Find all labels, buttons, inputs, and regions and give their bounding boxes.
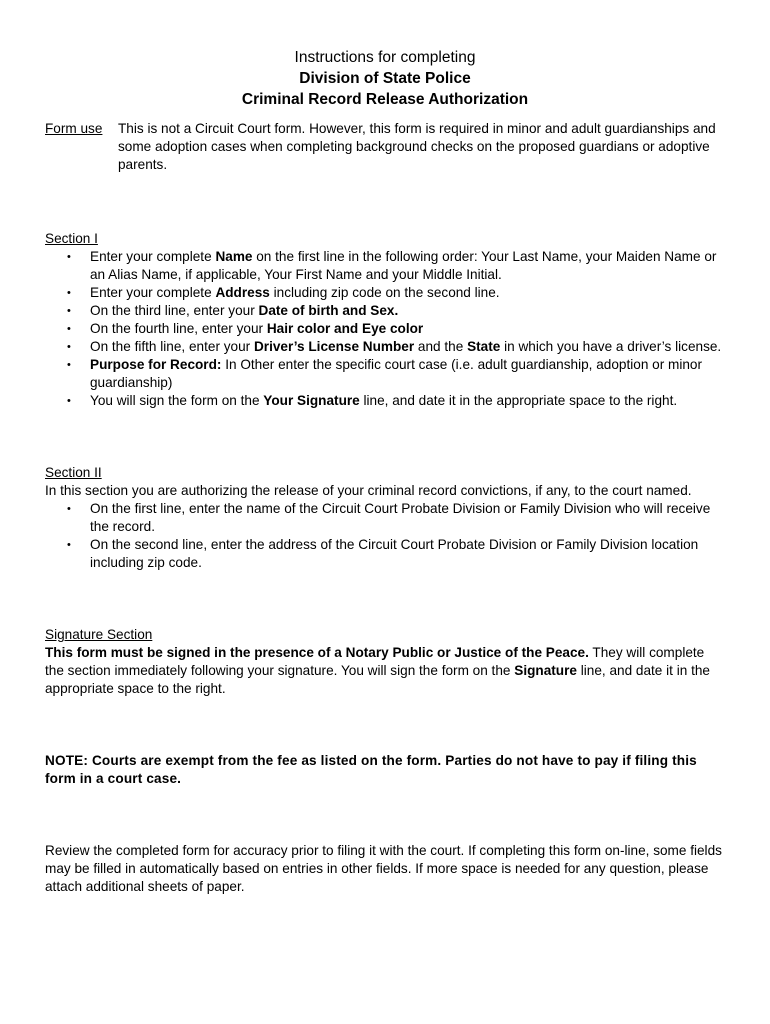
signature-text: This form must be signed in the presence of a Notary Public or Justice of the Peace. They will complete the section immediately following your signature. You will sign the form on the Signature line, and date it in the appropriate space to the right.: [45, 645, 710, 696]
form-use-label: Form use: [45, 121, 103, 136]
form-use-text: This is not a Circuit Court form. However, this form is required in minor and adult guardianships and some adoption cases when completing background checks on the proposed guardians or adoptive parents.: [118, 121, 716, 172]
list-item: • You will sign the form on the Your Signature line, and date it in the appropriate space to the right.: [90, 392, 725, 410]
list-item: • On the second line, enter the address of the Circuit Court Probate Division or Family Division location including zip code.: [90, 536, 725, 572]
title-line-1: Instructions for completing: [294, 49, 476, 66]
instructions-page: [45, 47, 725, 896]
section-2-heading: Section II: [45, 465, 102, 480]
section-2: [45, 464, 725, 572]
list-item: • Purpose for Record: In Other enter the specific court case (i.e. adult guardianship, adoption or minor guardianship): [90, 356, 725, 392]
form-use-block: [45, 120, 725, 174]
page-title: [45, 47, 725, 110]
review-text: Review the completed form for accuracy prior to filing it with the court. If completing this form on-line, some fields may be filled in automatically based on entries in other fields. If more space is needed for any question, please attach additional sheets of paper.: [45, 843, 722, 894]
section-2-list: [45, 500, 725, 572]
list-item: • Enter your complete Name on the first line in the following order: Your Last Name, your Maiden Name or an Alias Name, if applicable, Your First Name and your Middle Initial.: [90, 248, 725, 284]
note-text: NOTE: Courts are exempt from the fee as listed on the form. Parties do not have to pay if filing this form in a court case.: [45, 753, 697, 786]
list-item: • On the fourth line, enter your Hair color and Eye color: [90, 320, 725, 338]
title-line-2: Division of State Police: [299, 70, 471, 87]
section-2-intro: In this section you are authorizing the release of your criminal record convictions, if any, to the court named.: [45, 483, 692, 498]
section-1: [45, 230, 725, 410]
list-item: • On the fifth line, enter your Driver’s License Number and the State in which you have a driver’s license.: [90, 338, 725, 356]
list-item: • On the first line, enter the name of the Circuit Court Probate Division or Family Division who will receive the record.: [90, 500, 725, 536]
section-1-heading: Section I: [45, 231, 98, 246]
list-item: • Enter your complete Address including zip code on the second line.: [90, 284, 725, 302]
list-item: • On the third line, enter your Date of birth and Sex.: [90, 302, 725, 320]
section-1-list: [45, 248, 725, 410]
signature-section: [45, 626, 725, 698]
title-line-3: Criminal Record Release Authorization: [241, 91, 529, 108]
signature-heading: Signature Section: [45, 627, 153, 642]
